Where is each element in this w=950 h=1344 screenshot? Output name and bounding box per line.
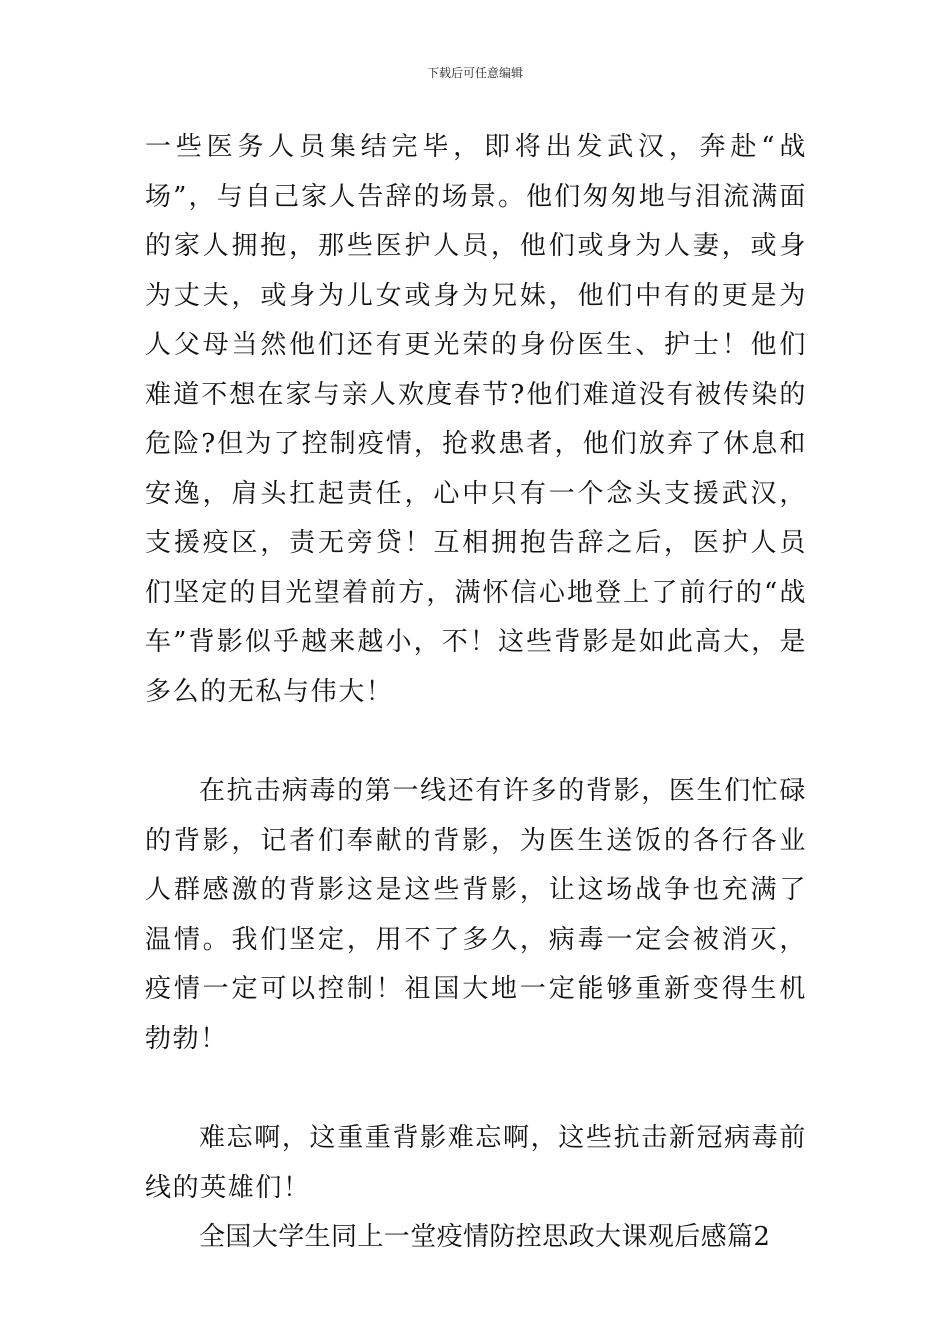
paragraph-2: 在抗击病毒的第一线还有许多的背影，医生们忙碌的背影，记者们奉献的背影，为医生送饭的各行各业人群感激的背影这是这些背影，让这场战争也充满了温情。我们坚定，用不了多久，病毒一定会被消灭，疫情一定可以控制！祖国大地一定能够重新变得生机勃勃！ — [145, 776, 807, 1054]
page-header-note: 下载后可任意编辑 — [426, 66, 523, 80]
section-heading: 全国大学生同上一堂疫情防控思政大课观后感篇2 — [199, 1222, 771, 1252]
paragraph-3: 难忘啊，这重重背影难忘啊，这些抗击新冠病毒前线的英雄们！ — [145, 1123, 807, 1203]
paragraph-1: 一些医务人员集结完毕，即将出发武汉，奔赴“战场”，与自己家人告辞的场景。他们匆匆地与泪流满面的家人拥抱，那些医护人员，他们或身为人妻，或身为丈夫，或身为儿女或身为兄妹，他们中有的更是为人父母当然他们还有更光荣的身份医生、护士！他们难道不想在家与亲人欢度春节?他们难道没有被传染的危险?但为了控制疫情，抢救患者，他们放弃了休息和安逸，肩头扛起责任，心中只有一个念头支援武汉，支援疫区，责无旁贷！互相拥抱告辞之后，医护人员们坚定的目光望着前方，满怀信心地登上了前行的“战车”背影似乎越来越小，不！这些背影是如此高大，是多么的无私与伟大！ — [145, 132, 807, 707]
document-body — [145, 123, 807, 1263]
